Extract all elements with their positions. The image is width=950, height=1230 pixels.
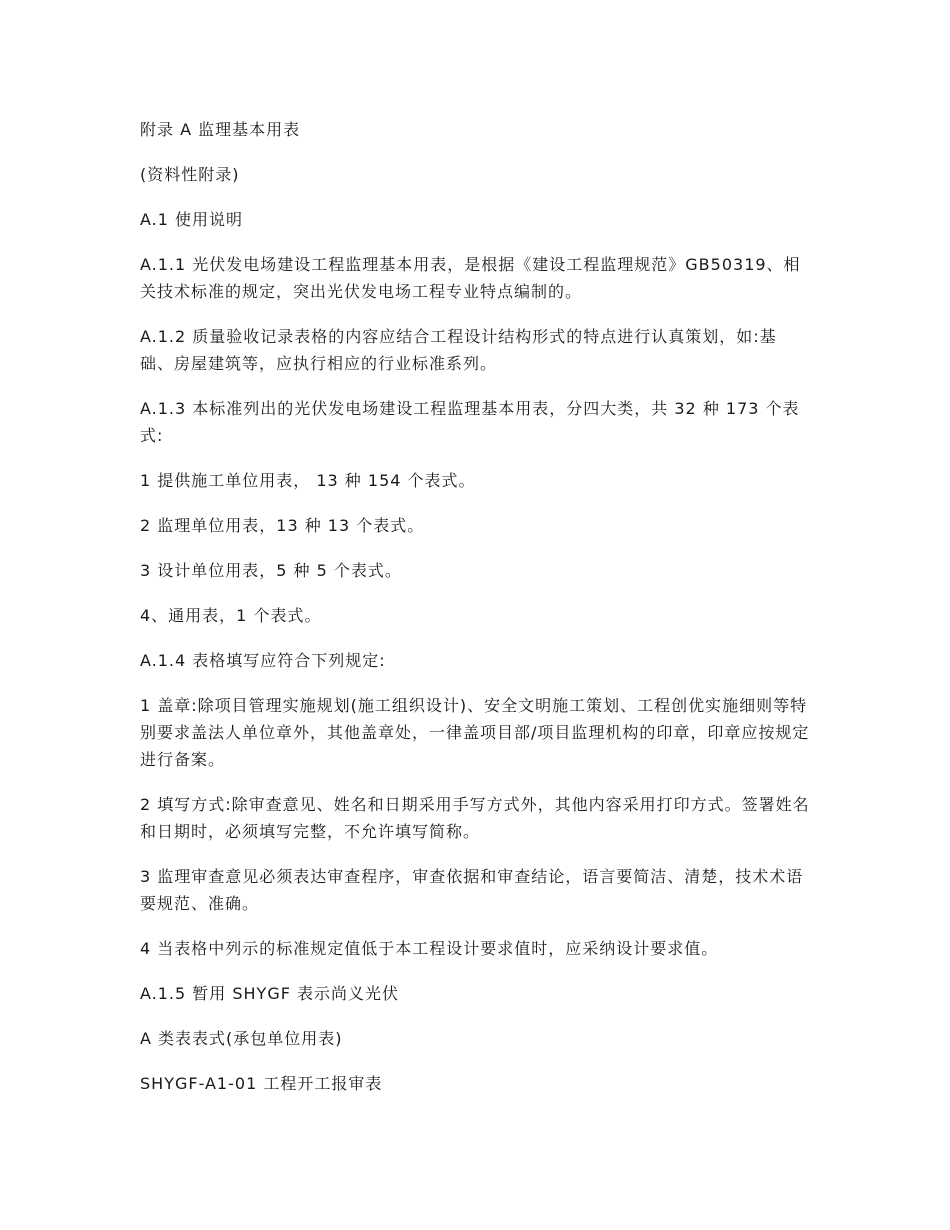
rule-design-value: 4 当表格中列示的标准规定值低于本工程设计要求值时，应采纳设计要求值。 <box>140 939 719 958</box>
appendix-subtitle: (资料性附录) <box>140 165 240 184</box>
paragraph-a1-2: A.1.2 质量验收记录表格的内容应结合工程设计结构形式的特点进行认真策划，如:基础、房屋建筑等，应执行相应的行业标准系列。 <box>140 327 777 373</box>
paragraph-a1-3: A.1.3 本标准列出的光伏发电场建设工程监理基本用表，分四大类，共 32 种 173 个表式: <box>140 399 800 445</box>
list-item-supervision-forms: 2 监理单位用表，13 种 13 个表式。 <box>140 516 425 535</box>
rule-stamp: 1 盖章:除项目管理实施规划(施工组织设计)、安全文明施工策划、工程创优实施细则等特别要求盖法人单位章外，其他盖章处，一律盖项目部/项目监理机构的印章，印章应按规定进行备案。 <box>140 696 810 769</box>
section-heading-a1: A.1 使用说明 <box>140 210 244 229</box>
list-item-design-forms: 3 设计单位用表，5 种 5 个表式。 <box>140 561 402 580</box>
paragraph-a1-1: A.1.1 光伏发电场建设工程监理基本用表，是根据《建设工程监理规范》GB50319、相关技术标准的规定，突出光伏发电场工程专业特点编制的。 <box>140 255 801 301</box>
rule-fill-method: 2 填写方式:除审查意见、姓名和日期采用手写方式外，其他内容采用打印方式。签署姓名和日期时，必须填写完整，不允许填写简称。 <box>140 795 810 841</box>
list-item-general-forms: 4、通用表，1 个表式。 <box>140 606 322 625</box>
form-category-a: A 类表表式(承包单位用表) <box>140 1029 343 1048</box>
document-body <box>140 116 810 1115</box>
rule-review-opinion: 3 监理审查意见必须表达审查程序，审查依据和审查结论，语言要简洁、清楚，技术术语要规范、准确。 <box>140 867 804 913</box>
form-shygf-a1-01: SHYGF-A1-01 工程开工报审表 <box>140 1074 383 1093</box>
paragraph-a1-5: A.1.5 暂用 SHYGF 表示尚义光伏 <box>140 984 400 1003</box>
list-item-contractor-forms: 1 提供施工单位用表， 13 种 154 个表式。 <box>140 471 476 490</box>
paragraph-a1-4: A.1.4 表格填写应符合下列规定: <box>140 651 386 670</box>
appendix-title: 附录 A 监理基本用表 <box>140 120 301 139</box>
